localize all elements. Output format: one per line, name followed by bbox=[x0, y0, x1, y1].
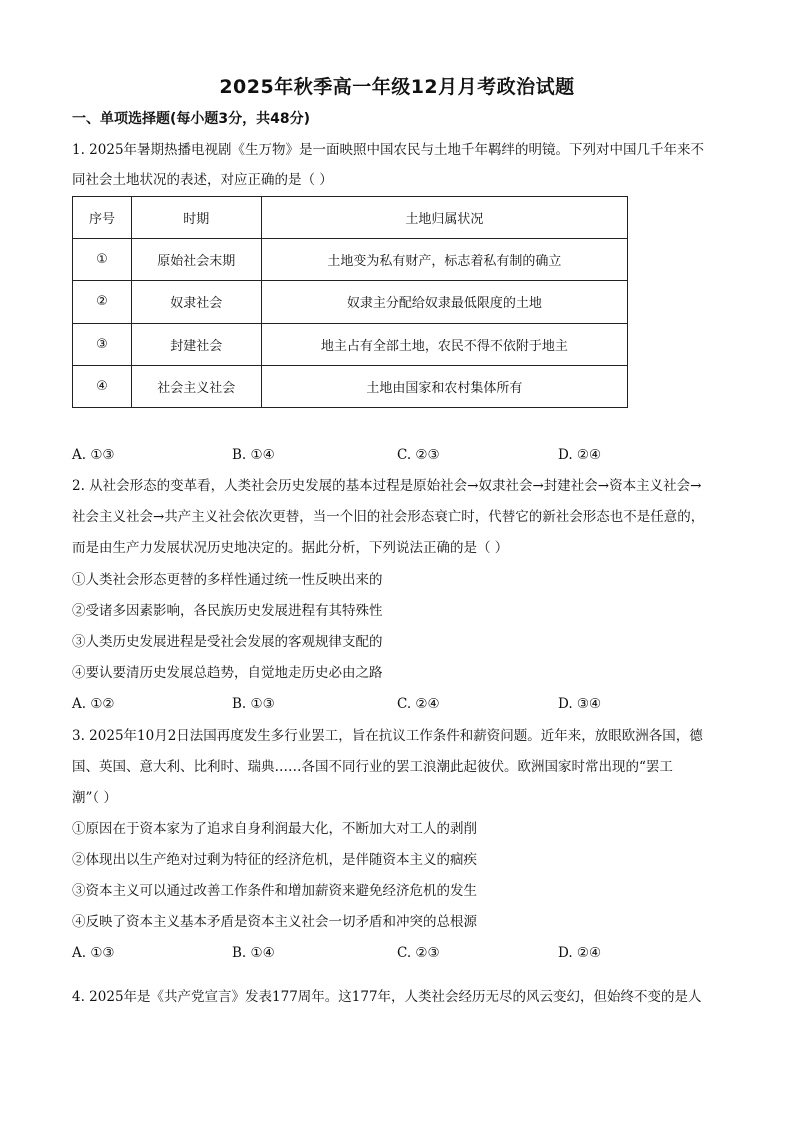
q3-option-d[interactable]: D. ②④ bbox=[558, 945, 602, 961]
row-period: 社会主义社会 bbox=[131, 365, 261, 407]
q3-option-c[interactable]: C. ②③ bbox=[397, 945, 440, 961]
table-header-row bbox=[73, 197, 628, 239]
q3-statement-1: ①原因在于资本家为了追求自身利润最大化，不断加大对工人的剥削 bbox=[72, 821, 477, 837]
q2-option-a[interactable]: A. ①② bbox=[72, 696, 115, 712]
table-row bbox=[73, 239, 628, 281]
q3-stem-line-3: 潮”（ ） bbox=[72, 790, 117, 806]
q1-stem-line-2: 同社会土地状况的表述，对应正确的是（ ） bbox=[72, 172, 333, 188]
row-period: 奴隶社会 bbox=[131, 281, 261, 323]
q3-stem-line-1: 3. 2025年10月2日法国再度发生多行业罢工，旨在抗议工作条件和薪资问题。近年来，放眼欧洲各国，德 bbox=[72, 728, 703, 744]
header-index: 序号 bbox=[73, 197, 132, 239]
q3-option-b[interactable]: B. ①④ bbox=[232, 945, 275, 961]
q1-option-d[interactable]: D. ②④ bbox=[558, 447, 602, 463]
row-land-status: 土地由国家和农村集体所有 bbox=[261, 365, 627, 407]
q3-options bbox=[72, 943, 672, 963]
land-status-table bbox=[72, 196, 628, 408]
row-period: 封建社会 bbox=[131, 323, 261, 365]
q2-options bbox=[72, 694, 672, 714]
q2-statement-3: ③人类历史发展进程是受社会发展的客观规律支配的 bbox=[72, 634, 383, 650]
table-row bbox=[73, 281, 628, 323]
q2-statement-2: ②受诸多因素影响，各民族历史发展进程有其特殊性 bbox=[72, 603, 383, 619]
q2-stem-line-3: 而是由生产力发展状况历史地决定的。据此分析，下列说法正确的是（ ） bbox=[72, 540, 509, 556]
q3-statement-4: ④反映了资本主义基本矛盾是资本主义社会一切矛盾和冲突的总根源 bbox=[72, 914, 477, 930]
q2-stem-line-2: 社会主义社会→共产主义社会依次更替，当一个旧的社会形态衰亡时，代替它的新社会形态也不是任意的， bbox=[72, 509, 705, 525]
q4-stem-line-1: 4. 2025年是《共产党宣言》发表177周年。这177年，人类社会经历无尽的风云变幻，但始终不变的是人 bbox=[72, 989, 702, 1005]
q1-option-a[interactable]: A. ①③ bbox=[72, 447, 115, 463]
q2-statement-1: ①人类社会形态更替的多样性通过统一性反映出来的 bbox=[72, 572, 383, 588]
q2-option-b[interactable]: B. ①③ bbox=[232, 696, 275, 712]
section-heading: 一、单项选择题(每小题3分，共48分) bbox=[72, 111, 311, 127]
row-index: ① bbox=[73, 239, 132, 281]
q1-option-c[interactable]: C. ②③ bbox=[397, 447, 440, 463]
page-title: 2025年秋季高一年级12月月考政治试题 bbox=[219, 76, 575, 98]
q1-stem-line-1: 1. 2025年暑期热播电视剧《生万物》是一面映照中国农民与土地千年羁绊的明镜。下列对中国几千年来不 bbox=[72, 142, 705, 158]
row-index: ③ bbox=[73, 323, 132, 365]
q3-statement-2: ②体现出以生产绝对过剩为特征的经济危机，是伴随资本主义的痼疾 bbox=[72, 852, 477, 868]
q3-stem-line-2: 国、英国、意大利、比利时、瑞典……各国不同行业的罢工浪潮此起彼伏。欧洲国家时常出现的“罢工 bbox=[72, 759, 673, 775]
table-row bbox=[73, 365, 628, 407]
header-period: 时期 bbox=[131, 197, 261, 239]
q1-option-b[interactable]: B. ①④ bbox=[232, 447, 275, 463]
q2-option-d[interactable]: D. ③④ bbox=[558, 696, 602, 712]
q2-stem-line-1: 2. 从社会形态的变革看，人类社会历史发展的基本过程是原始社会→奴隶社会→封建社会→资本主义社会→ bbox=[72, 478, 702, 494]
q3-option-a[interactable]: A. ①③ bbox=[72, 945, 115, 961]
row-period: 原始社会末期 bbox=[131, 239, 261, 281]
table-row bbox=[73, 323, 628, 365]
row-land-status: 地主占有全部土地，农民不得不依附于地主 bbox=[261, 323, 627, 365]
header-land-status: 土地归属状况 bbox=[261, 197, 627, 239]
q2-option-c[interactable]: C. ②④ bbox=[397, 696, 440, 712]
q1-options bbox=[72, 445, 672, 465]
q3-statement-3: ③资本主义可以通过改善工作条件和增加薪资来避免经济危机的发生 bbox=[72, 883, 477, 899]
q2-statement-4: ④要认要清历史发展总趋势，自觉地走历史必由之路 bbox=[72, 665, 383, 681]
row-land-status: 奴隶主分配给奴隶最低限度的土地 bbox=[261, 281, 627, 323]
row-index: ④ bbox=[73, 365, 132, 407]
row-land-status: 土地变为私有财产，标志着私有制的确立 bbox=[261, 239, 627, 281]
row-index: ② bbox=[73, 281, 132, 323]
